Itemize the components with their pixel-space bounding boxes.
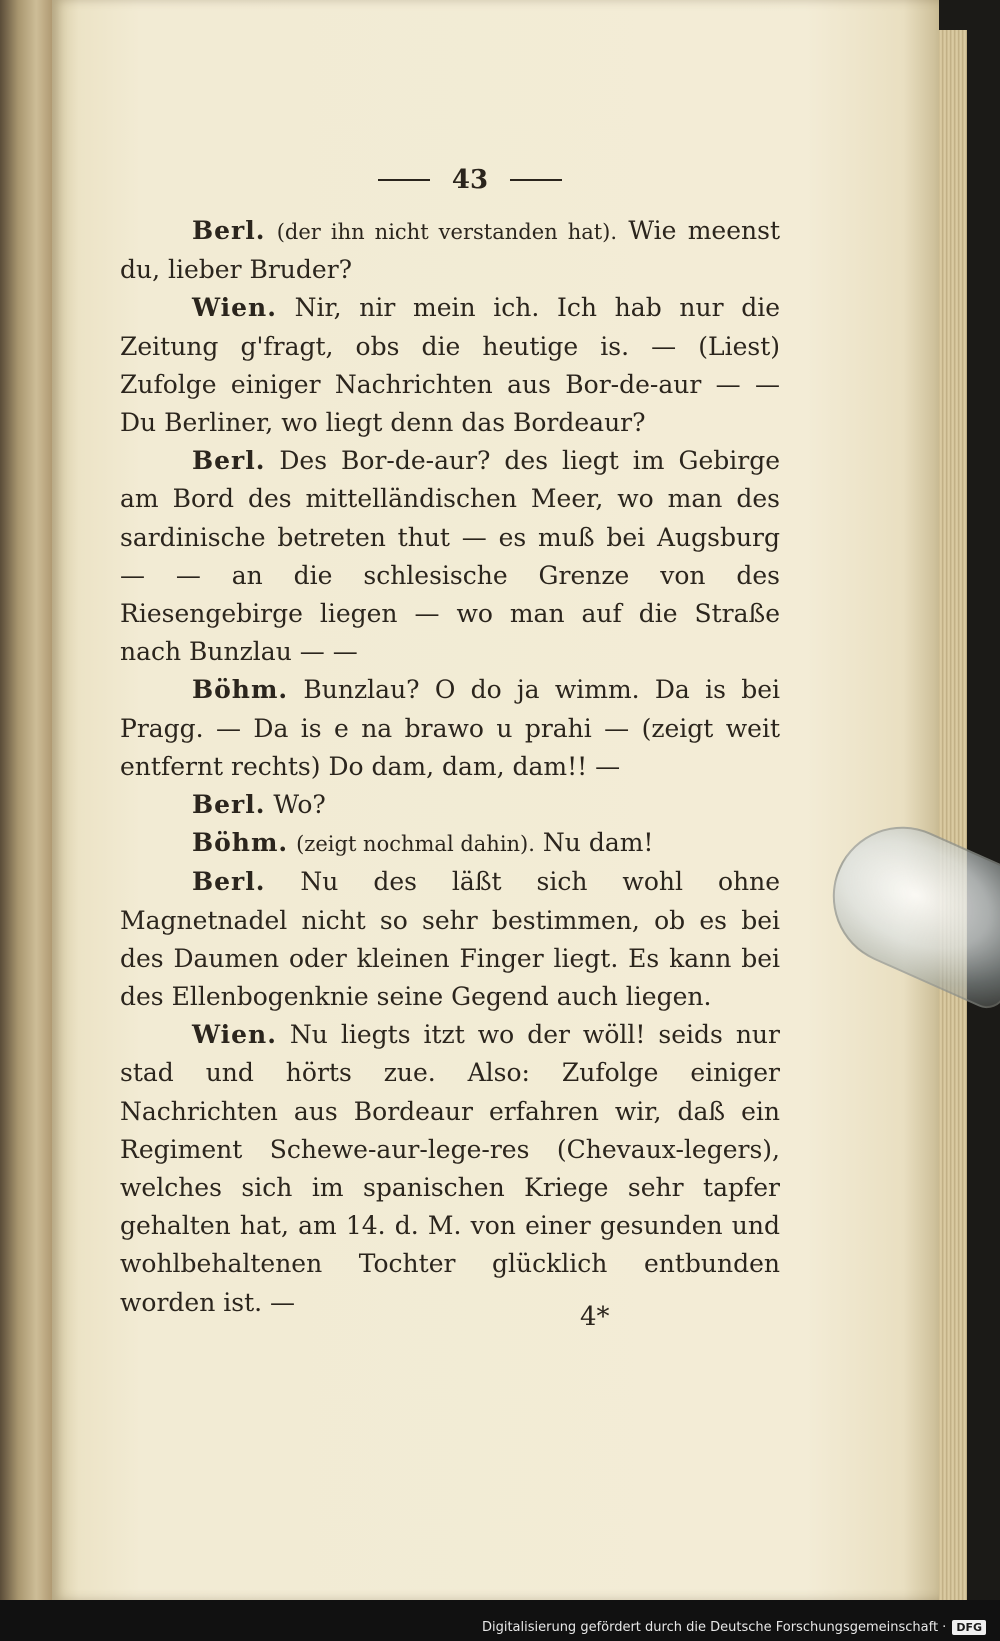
signature-mark: 4* — [580, 1302, 610, 1332]
stage-direction: (zeigt nochmal dahin). — [296, 832, 535, 857]
dialogue-paragraph — [120, 212, 780, 289]
dialogue-text: Wo? — [273, 790, 326, 820]
page-header — [360, 160, 580, 200]
dialogue-paragraph — [120, 1016, 780, 1322]
speaker-name: Böhm. — [192, 828, 289, 858]
stage-direction: (der ihn nicht verstanden hat). — [276, 220, 618, 244]
speaker-name: Berl. — [192, 216, 266, 245]
dialogue-paragraph — [120, 289, 780, 442]
dialogue-text: Wie meenst du, lieber Bruder? — [120, 216, 780, 285]
speaker-name: Berl. — [192, 790, 266, 820]
dialogue-paragraph — [120, 863, 780, 1016]
digitization-footer — [482, 1620, 986, 1635]
dfg-logo: DFG — [952, 1620, 986, 1635]
speaker-name: Berl. — [192, 867, 266, 897]
speaker-name: Wien. — [192, 293, 277, 323]
dialogue-paragraph — [120, 671, 780, 786]
dialogue-text: Nu dam! — [542, 828, 654, 858]
dialogue-text: Bunzlau? O do ja wimm. Da is bei Pragg. — Da is e na brawo u prahi — (zeigt weit entfernt rechts) Do dam, dam, dam!! — — [120, 675, 780, 781]
dialogue-text: Nu des läßt sich wohl ohne Magnetnadel nicht so sehr bestimmen, ob es bei des Daumen oder kleinen Finger liegt. Es kann bei des Ellenbogenknie seine Gegend auch liegen. — [120, 867, 780, 1012]
dialogue-paragraph — [120, 786, 780, 824]
page-text — [120, 212, 780, 1322]
dialogue-text: Nir, nir mein ich. Ich hab nur die Zeitung g'fragt, obs die heutige is. — (Liest) Zufolge einiger Nachrichten aus Bor-de-aur — — Du Berliner, wo liegt denn das Bordeaur? — [120, 293, 780, 438]
dialogue-text: Nu liegts itzt wo der wöll! seids nur stad und hörts zue. Also: Zufolge einiger Nachrichten aus Bordeaur erfahren wir, daß ein Regiment Schewe-aur-lege-res (Chevaux-legers), welches sich im spanischen Kriege sehr tapfer gehalten hat, am 14. d. M. von einer gesunden und wohlbehaltenen Tochter glücklich entbunden worden ist. — — [120, 1020, 780, 1317]
header-rule-left — [378, 179, 430, 181]
speaker-name: Böhm. — [192, 675, 289, 705]
dialogue-paragraph — [120, 442, 780, 671]
speaker-name: Wien. — [192, 1020, 277, 1050]
page-number: 43 — [451, 165, 489, 195]
dialogue-text: Des Bor-de-aur? des liegt im Gebirge am Bord des mittelländischen Meer, wo man des sardinische betreten thut — es muß bei Augsburg — — an die schlesische Grenze von des Riesengebirge liegen — wo man auf die Straße nach Bunzlau — — — [120, 446, 780, 667]
footer-credit: Digitalisierung gefördert durch die Deutsche Forschungsgemeinschaft · — [481, 1620, 947, 1635]
previous-page-edge — [0, 0, 52, 1641]
speaker-name: Berl. — [192, 446, 266, 476]
page-block-edge — [939, 30, 967, 1600]
header-rule-right — [510, 179, 562, 181]
dialogue-paragraph — [120, 824, 780, 863]
